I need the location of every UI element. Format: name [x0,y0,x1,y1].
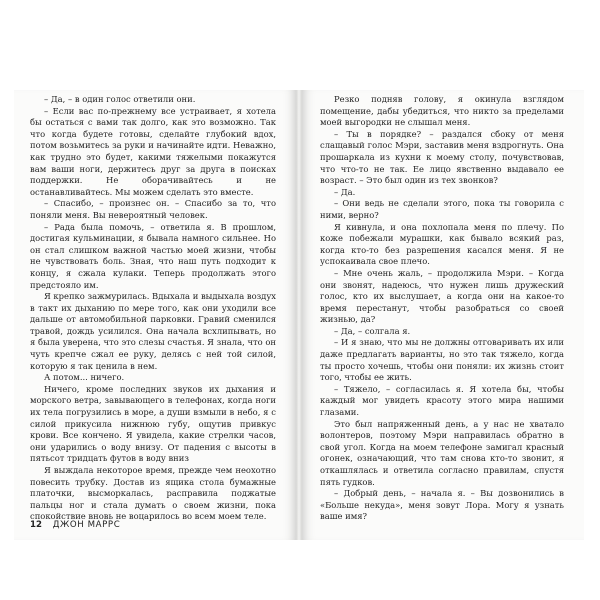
paragraph: Я крепко зажмурилась. Вдыхала и выдыхала воздух в такт их дыханию по мере того, как они уходили все дальше от автомобильной парковки. Гравий сменился травой, дождь усилился. Она начала всхлипывать, но я была уверена, что это слезы счастья. Я знала, что он чуть крепче сжал ее руку, делясь с ней той силой, которую я так ценила в нем. [30,291,276,371]
paragraph: – Ты в порядке? – раздался сбоку от меня слащавый голос Мэри, заставив меня вздрогнуть. Она прошаркала из кухни к моему столу, почувствовав, что что-то не так. Ее лицо явственно выдавало ее возраст. – Это был один из тех звонков? [320,128,564,186]
paragraph: – Спасибо, – произнес он. – Спасибо за то, что поняли меня. Вы невероятный человек. [30,198,276,220]
paragraph: – Если вас по-прежнему все устраивает, я хотела бы остаться с вами так долго, как это возможно. Так что когда будете готовы, сделайте глубокий вдох, потом возьмитесь за руки и начинайте идти. Неважно, как трудно это будет, какими тяжелыми покажутся вам ваши ноги, держитесь друг за друга в поисках поддержки. Не оборачивайтесь и не останавливайтесь. Мы можем сделать это вместе. [30,105,276,197]
right-page [302,90,584,540]
paragraph: – Да. [334,186,356,197]
paragraph: А потом... ничего. [44,372,125,383]
page-footer [30,520,120,530]
paragraph: – Да, – в один голос ответили они. [44,94,196,104]
paragraph: – И я знаю, что мы не должны отговаривать их или даже предлагать варианты, но это так тяжело, когда ты просто хочешь, чтобы они поняли: их жизнь стоит того, чтобы ее жить. [320,337,564,383]
paragraph: – Они ведь не сделали этого, пока ты говорила с ними, верно? [320,198,564,220]
right-page-text [320,94,564,523]
page-number: 12 [30,520,42,530]
paragraph: Я кивнула, и она похлопала меня по плечу. По коже побежали мурашки, как бывало всякий раз, когда кто-то без разрешения касался меня. Я не успокаивала свое плечо. [320,221,564,267]
paragraph: – Рада была помочь, – ответила я. В прошлом, достигая кульминации, я бывала намного сильнее. Но он стал слишком важной частью моей жизни, чтобы не чувствовать боль. Зная, что наш путь подходит к концу, я сжала кулаки. Теперь продолжать этого предстояло им. [30,221,276,290]
left-page [14,90,296,540]
running-author: ДЖОН МАРРС [52,520,121,530]
paragraph: – Тяжело, – согласилась я. Я хотела бы, чтобы каждый мог увидеть красоту этого мира нашими глазами. [320,383,564,418]
paragraph: Это был напряженный день, а у нас не хватало волонтеров, поэтому Мэри направилась обратно в свой угол. Когда на моем телефоне замигал красный огонек, означающий, что там снова кто-то звонит, я откашлялась и ответила согласно правилам, спустя пять гудков. [320,418,564,487]
left-page-text [30,94,276,523]
paragraph: Резко подняв голову, я окинула взглядом помещение, дабы убедиться, что никто за пределами моей выгородки не слышал меня. [320,94,564,128]
paragraph: Я выждала некоторое время, прежде чем неохотно повесить трубку. Достав из ящика стола бумажные платочки, высморкалась, расправила поджатые пальцы ног и стала думать о своем жизни, пока спокойствие вновь не воцарилось во всем моем теле. [30,465,276,522]
paragraph: – Добрый день, – начала я. – Вы дозвонились в «Больше некуда», меня зовут Лора. Могу я узнать ваше имя? [320,488,564,522]
paragraph: – Мне очень жаль, – продолжила Мэри. – Когда они звонят, надеюсь, что нужен лишь дружеский голос, кто их выслушает, а когда они на какое-то время перестанут, чтобы разобраться со своей жизнью, да? [320,267,564,325]
paragraph: Ничего, кроме последних звуков их дыхания и морского ветра, завывающего в телефонах, когда ноги их тела погрузились в море, а души взмыли в небо, я с силой прикусила нижнюю губу, ощутив привкус крови. Все кончено. Я увидела, какие стрелки часов, они ударились о воду внизу. От падения с высоты в пятьсот тридцать футов в воду вниз [30,383,276,464]
paragraph: – Да, – солгала я. [334,325,411,336]
